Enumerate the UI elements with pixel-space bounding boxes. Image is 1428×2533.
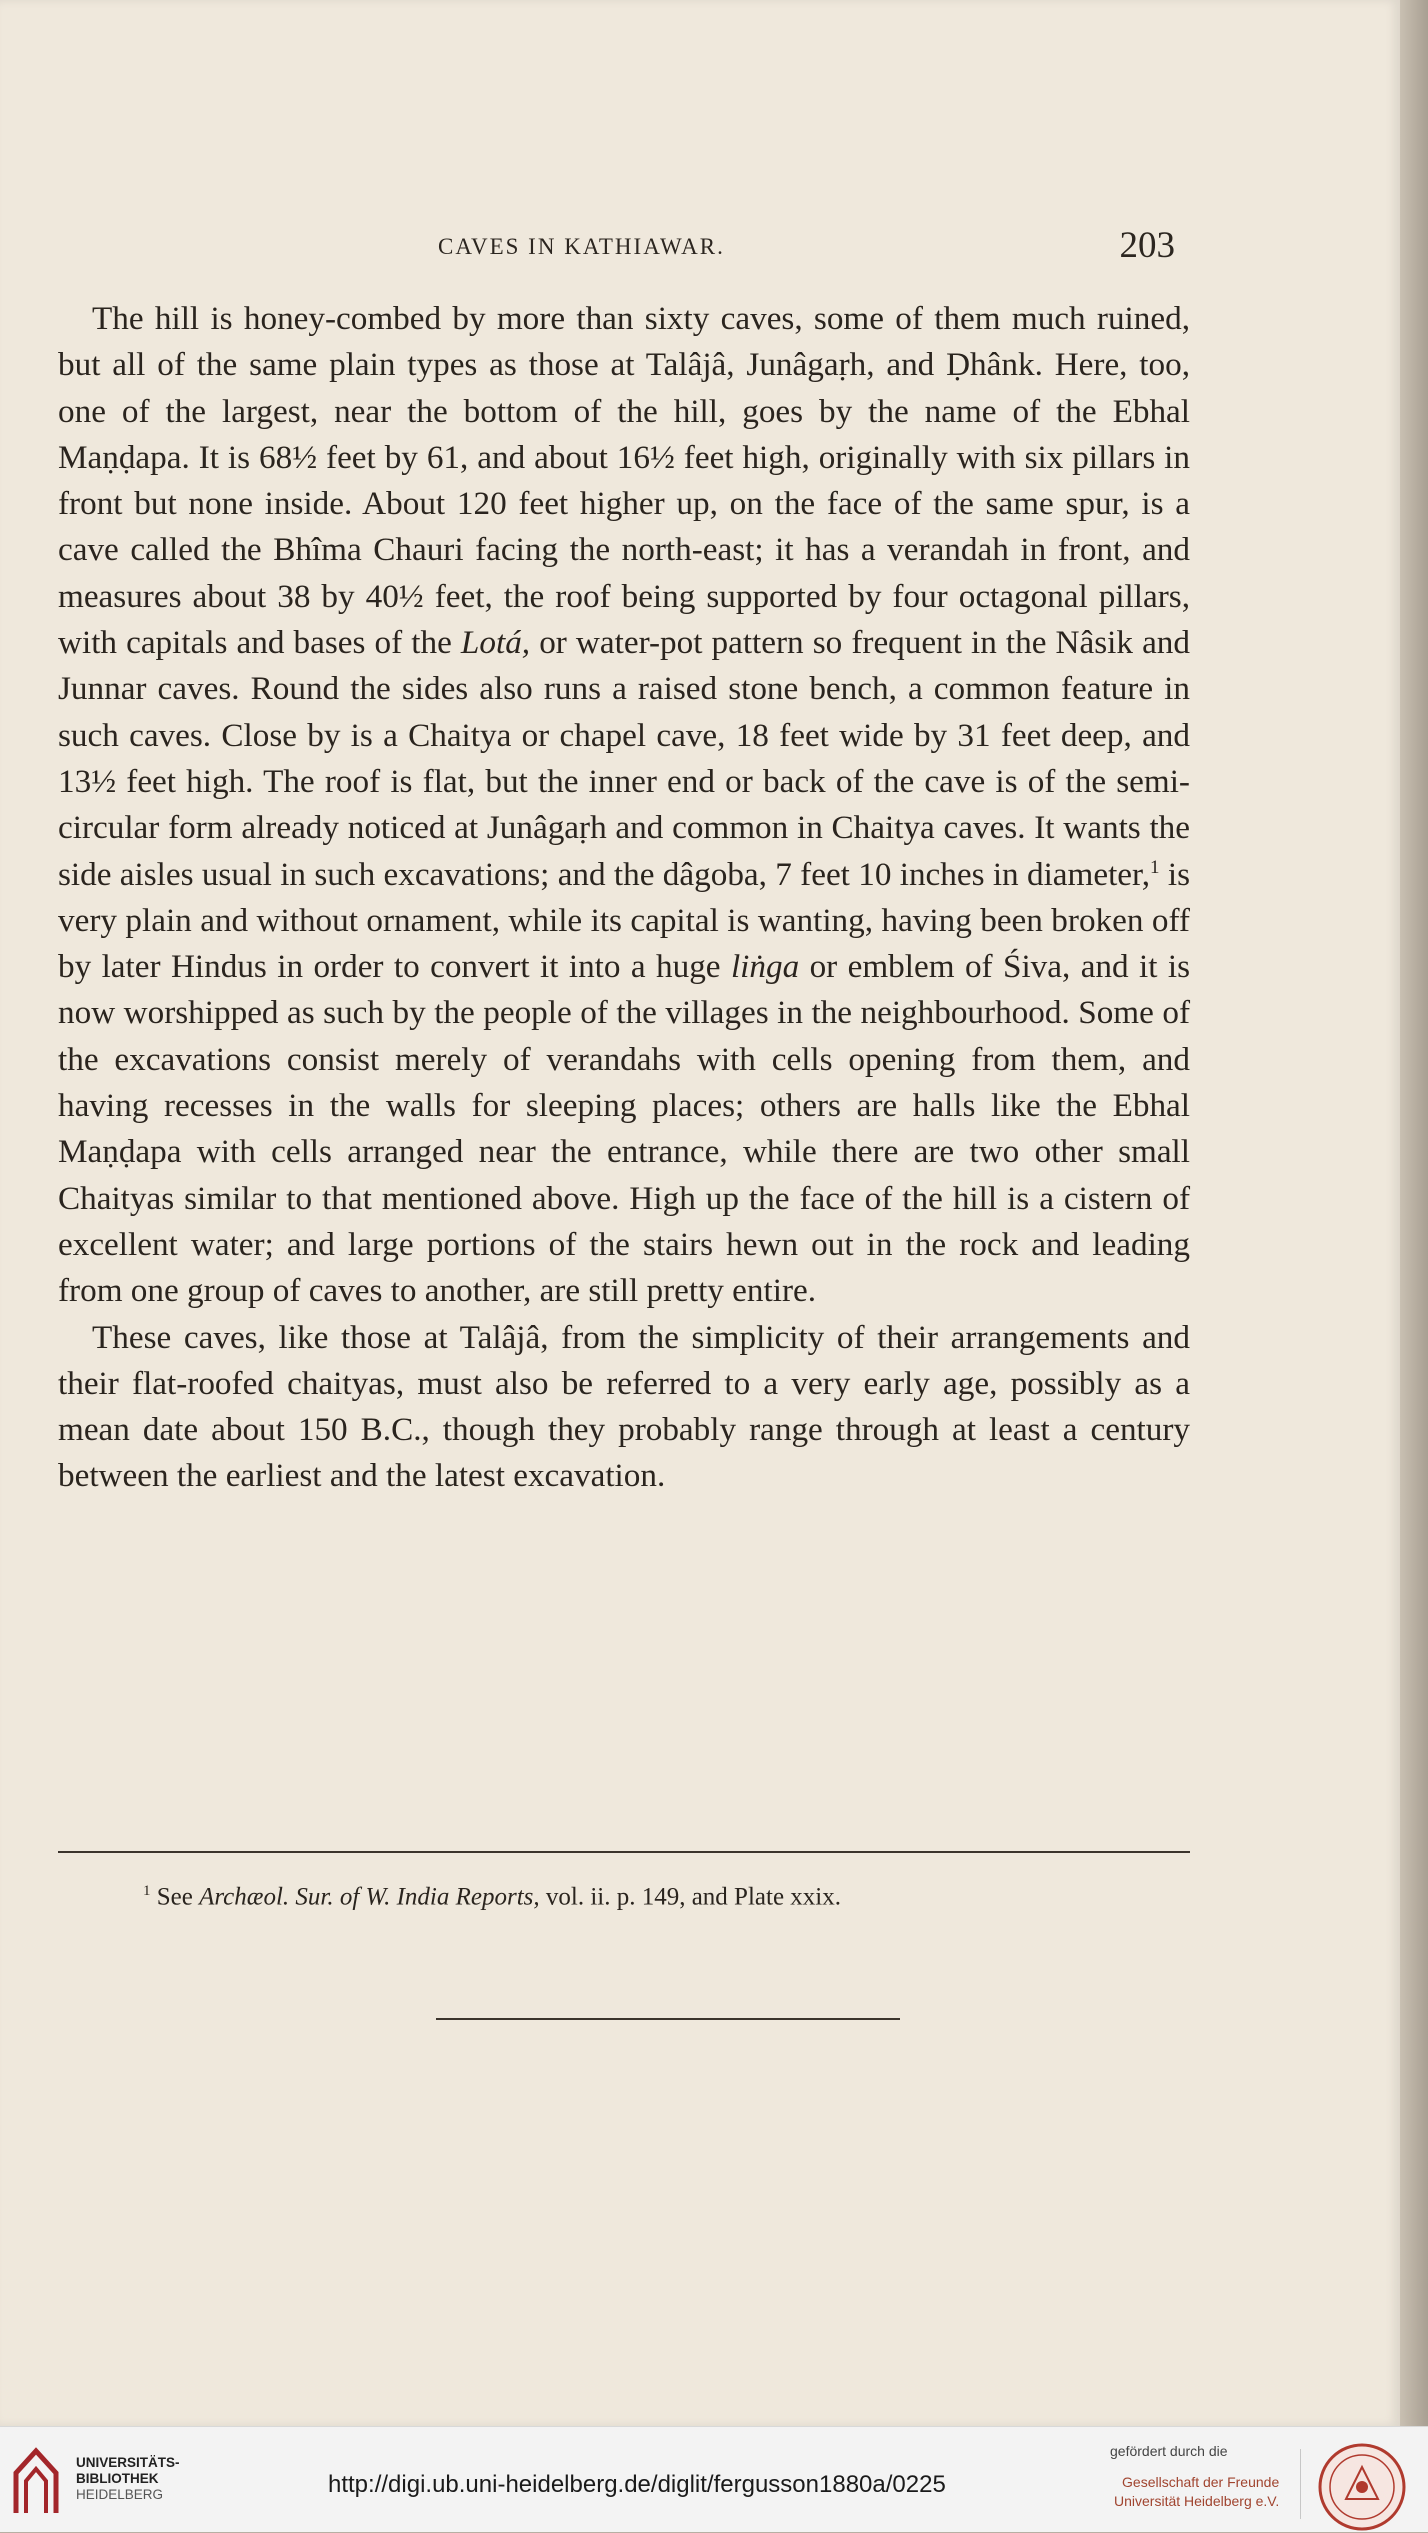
running-head xyxy=(60,225,1175,272)
footer-divider xyxy=(1300,2449,1301,2519)
paragraph-1: The hill is honey-combed by more than sixty caves, some of them much ruined, but all of the same plain types as those at Talâjâ, Junâgaṛh, and Ḍhânk. Here, too, one of the largest, near the bottom of the hill, goes by the name of the Ebhal Maṇḍapa. It is 68½ feet by 61, and about 16½ feet high, originally with six pillars in front but none inside. About 120 feet higher up, on the face of the same spur, is a cave called the Bhîma Chauri facing the north-east; it has a verandah in front, and measures about 38 by 40½ feet, the roof being supported by four octagonal pillars, with capitals and bases of the Lotá, or water-pot pattern so frequent in the Nâsik and Junnar caves. Round the sides also runs a raised stone bench, a common feature in such caves. Close by is a Chaitya or chapel cave, 18 feet wide by 31 feet deep, and 13½ feet high. The roof is flat, but the inner end or back of the cave is of the semi-circular form already noticed at Junâgaṛh and common in Chaitya caves. It wants the side aisles usual in such excavations; and the dâgoba, 7 feet 10 inches in diameter,$^1$ is very plain and without ornament, while its capital is wanting, having been broken off by later Hindus in order to convert it into a huge liṅga or emblem of Śiva, and it is now worshipped as such by the people of the villages in the neighbourhood. Some of the excavations consist merely of verandahs with cells opening from them, and having recesses in the walls for sleeping places; others are halls like the Ebhal Maṇḍapa with cells arranged near the entrance, while there are two other small Chaityas similar to that mentioned above. High up the face of the hill is a cistern of excellent water; and large portions of the stairs hewn out in the rock and leading from one group of caves to another, are still pretty entire. xyxy=(58,300,1191,1310)
body-text xyxy=(58,296,1190,1500)
footnote-divider xyxy=(58,1851,1190,1853)
university-library-logo-icon[interactable] xyxy=(12,2445,60,2517)
library-name[interactable]: UNIVERSITÄTS- BIBLIOTHEK HEIDELBERG xyxy=(76,2455,180,2502)
running-title: CAVES IN KATHIAWAR. xyxy=(438,234,725,259)
footnote-marker: 1 xyxy=(143,1883,151,1899)
footnote: $^1$ See Archæol. Sur. of W. India Reports, vol. ii. p. 149, and Plate xxix. xyxy=(143,1883,841,1911)
page-edge xyxy=(1400,0,1428,2426)
emphasis-lota: Lotá, xyxy=(460,624,531,662)
sponsor-label: gefördert durch die xyxy=(1110,2443,1228,2459)
permalink-url[interactable]: http://digi.ub.uni-heidelberg.de/diglit/fergusson1880a/0225 xyxy=(328,2471,946,2498)
footnote-reference[interactable]: 1 xyxy=(1150,856,1160,878)
page-number: 203 xyxy=(1119,225,1175,266)
university-seal-icon xyxy=(1316,2441,1408,2533)
sponsor-name[interactable]: Gesellschaft der Freunde Universität Heidelberg e.V. xyxy=(1114,2474,1280,2509)
emphasis-linga: liṅga xyxy=(730,948,800,986)
end-of-page-rule xyxy=(436,2018,900,2020)
paragraph-2: These caves, like those at Talâjâ, from the simplicity of their arrangements and their flat-roofed chaityas, must also be referred to a very early age, possibly as a mean date about 150 B.C., though they probably range through at least a century between the earliest and the latest excavation. xyxy=(58,1318,1190,1495)
viewer-footer xyxy=(0,2426,1428,2532)
footnote-title: Archæol. Sur. of W. India Reports, xyxy=(199,1883,540,1911)
